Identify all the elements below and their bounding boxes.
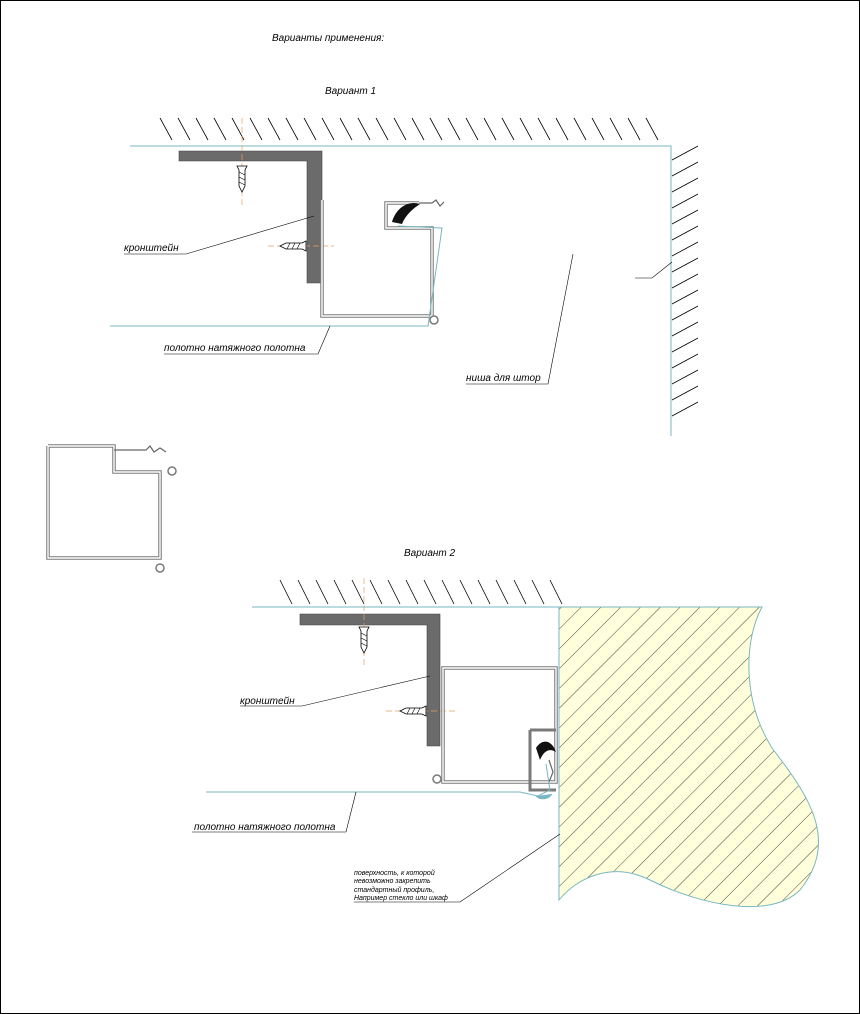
variant2-diagram xyxy=(192,578,819,907)
membrane-label-v2: полотно натяжного полотна xyxy=(194,822,336,833)
surface-note-line-3: стандартный профиль, xyxy=(354,887,435,894)
profile-v1 xyxy=(322,200,444,324)
wall-marker xyxy=(635,262,672,278)
drawing-title: Варианты применения: xyxy=(272,33,385,44)
wall-hatch-v1 xyxy=(672,146,698,416)
surface-note-line-4: Например стекло или шкаф xyxy=(354,895,448,902)
membrane-v1 xyxy=(110,226,442,326)
variant1-diagram xyxy=(110,118,698,436)
ceiling-hatch-v2 xyxy=(280,580,562,604)
seal-v1 xyxy=(392,203,420,224)
seal-v2 xyxy=(536,742,556,760)
bracket-label-v2: кронштейн xyxy=(240,696,295,707)
bracket-v1 xyxy=(179,151,322,283)
cabinet-surface xyxy=(559,607,819,907)
ceiling-hatch-v1 xyxy=(160,118,658,140)
surface-note-line-1: поверхность, к которой xyxy=(354,870,435,877)
profile-section-standalone xyxy=(48,446,176,572)
surface-note xyxy=(354,869,448,902)
variant2-heading: Вариант 2 xyxy=(404,548,456,559)
profile-v2 xyxy=(433,668,556,790)
bracket-label-v1: кронштейн xyxy=(124,243,179,254)
ceiling-screw-v1 xyxy=(237,118,247,206)
variant1-heading: Вариант 1 xyxy=(325,86,377,97)
membrane-label-v1: полотно натяжного полотна xyxy=(164,343,306,354)
side-screw-v2 xyxy=(386,706,456,716)
niche-leader xyxy=(466,254,573,384)
niche-label: ниша для штор xyxy=(466,373,541,384)
surface-note-line-2: невозможно закрепить xyxy=(354,878,431,885)
ceiling-surface-v1 xyxy=(130,146,671,436)
side-screw-v1 xyxy=(268,241,334,251)
bracket-v2 xyxy=(300,614,440,746)
membrane-v2 xyxy=(206,764,550,796)
